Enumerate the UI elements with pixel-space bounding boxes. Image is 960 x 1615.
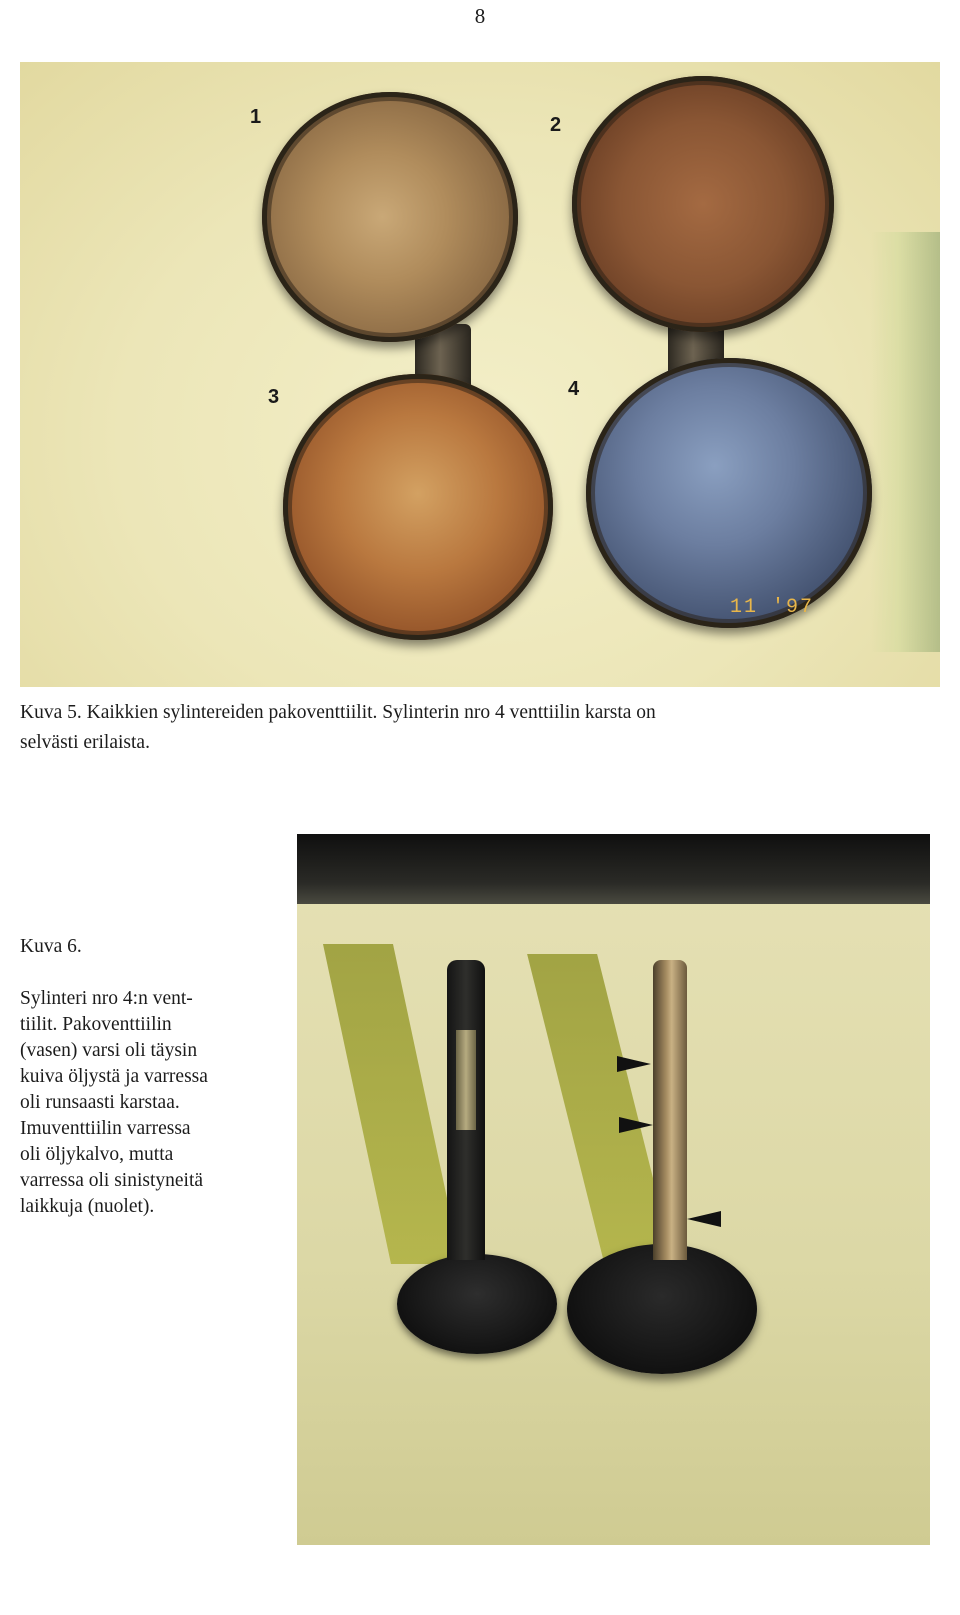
caption-line: oli öljykalvo, mutta	[20, 1144, 174, 1165]
intake-valve-head	[567, 1244, 757, 1374]
figure-5-caption	[20, 698, 932, 758]
photo-dark-background	[297, 834, 930, 904]
arrow-marker-2	[619, 1117, 653, 1133]
figure-6-photo	[297, 834, 930, 1545]
valve-label-4: 4	[568, 378, 580, 400]
caption-line: oli runsaasti karstaa.	[20, 1092, 180, 1113]
figure-6-caption-body	[20, 986, 290, 1220]
caption-line: kuiva öljystä ja varressa	[20, 1066, 208, 1087]
intake-valve-stem	[653, 960, 687, 1260]
caption-line: Imuventtiilin varressa	[20, 1118, 191, 1139]
arrow-marker-1	[617, 1056, 651, 1072]
valve-shadow-left	[323, 944, 461, 1264]
exhaust-valve-head	[397, 1254, 557, 1354]
valve-head-2	[572, 76, 834, 332]
caption-line: Sylinteri nro 4:n vent-	[20, 988, 193, 1009]
valve-label-3: 3	[268, 386, 280, 408]
caption-line: laikkuja (nuolet).	[20, 1196, 155, 1217]
valve-head-1	[262, 92, 518, 342]
valve-head-3	[283, 374, 553, 640]
valve-label-2: 2	[550, 114, 562, 136]
page-number: 8	[474, 4, 486, 28]
figure-5-caption-line-2: selvästi erilaista.	[20, 732, 150, 753]
photo-date-stamp: 11 '97	[730, 596, 815, 619]
valve-label-1: 1	[250, 106, 262, 128]
figure-5-caption-line-1: Kuva 5. Kaikkien sylintereiden pakoventtiilit. Sylinterin nro 4 venttiilin karsta on	[20, 702, 656, 723]
caption-line: varressa oli sinistyneitä	[20, 1170, 204, 1191]
valve-head-4	[586, 358, 872, 628]
figure-6-caption-title: Kuva 6.	[20, 936, 82, 957]
arrow-marker-3	[687, 1211, 721, 1227]
photo-background-tint	[870, 232, 940, 652]
figure-6-caption	[20, 934, 290, 1220]
figure-5-photo	[20, 62, 940, 687]
caption-line: (vasen) varsi oli täysin	[20, 1040, 198, 1061]
stem-reflection	[456, 1030, 476, 1130]
exhaust-valve-stem	[447, 960, 485, 1260]
caption-line: tiilit. Pakoventtiilin	[20, 1014, 172, 1035]
